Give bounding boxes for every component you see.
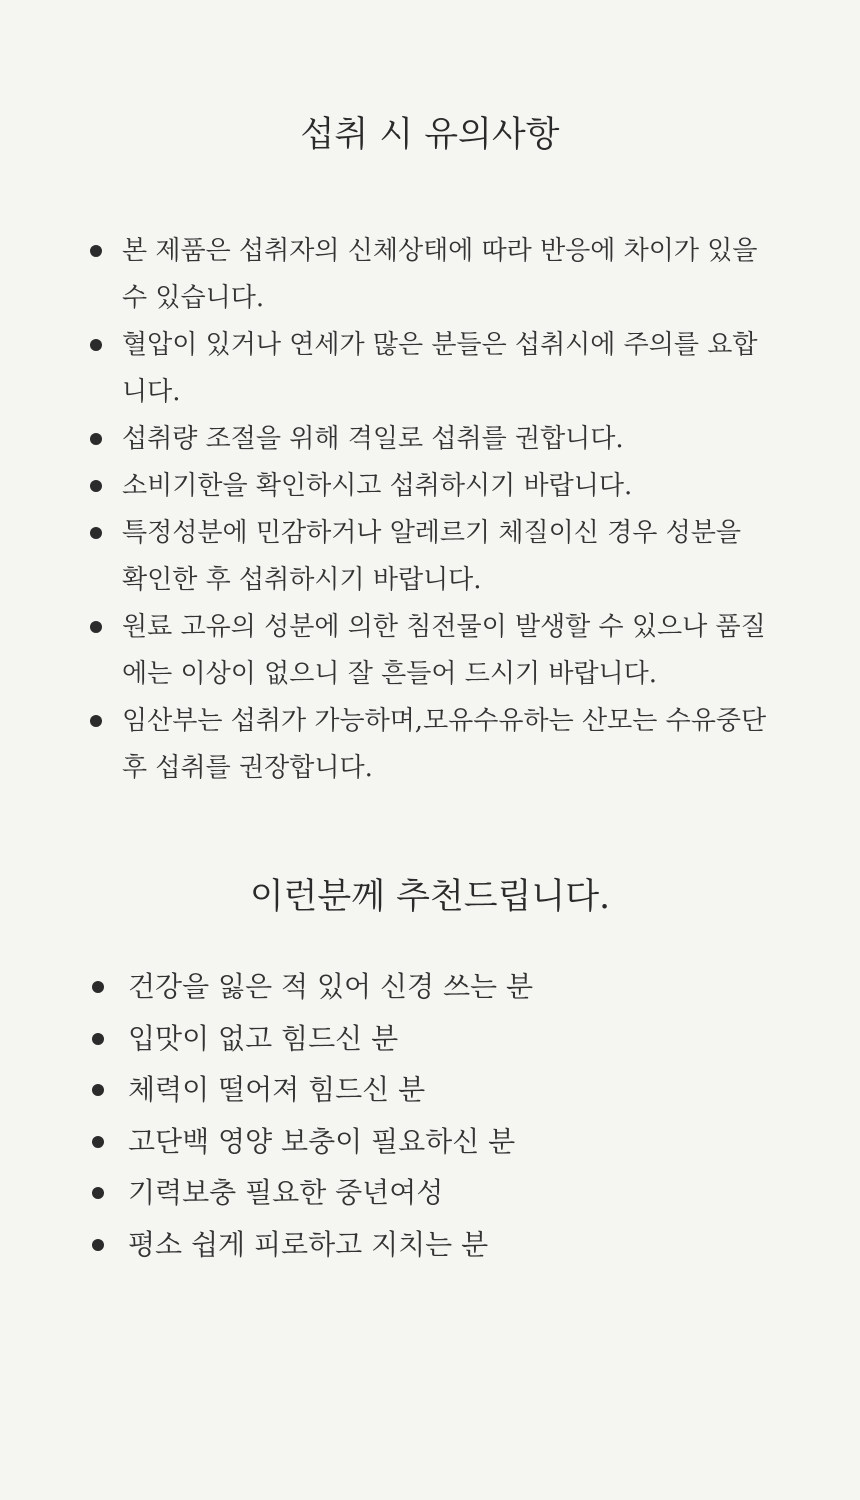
list-item [90, 228, 770, 322]
bullet-icon [90, 527, 102, 539]
list-item-text: 고단백 영양 보충이 필요하신 분 [128, 1124, 516, 1158]
list-item [92, 1219, 772, 1271]
list-item-text: 체력이 떨어져 힘드신 분 [128, 1073, 426, 1106]
list-item [90, 416, 770, 463]
list-item-text: 평소 쉽게 피로하고 지치는 분 [128, 1227, 489, 1261]
list-item-text: 원료 고유의 성분에 의한 침전물이 발생할 수 있으나 품질에는 이상이 없으니 잘 흔들어 드시기 바랍니다. [122, 612, 766, 689]
list-item [92, 1116, 772, 1168]
list-item [90, 322, 770, 416]
recommend-title: 이런분께 추천드립니다. [249, 877, 611, 917]
list-item-text: 입맛이 없고 힘드신 분 [128, 1021, 399, 1055]
list-item-text: 소비기한을 확인하시고 섭취하시기 바랍니다. [122, 471, 633, 501]
recommend-list [92, 961, 772, 1270]
list-item-text: 섭취량 조절을 위해 격일로 섭취를 권합니다. [122, 424, 624, 454]
list-item [92, 1013, 772, 1065]
list-item [90, 510, 770, 604]
list-item [90, 463, 770, 510]
bullet-icon [90, 245, 102, 257]
bullet-icon [92, 981, 104, 993]
list-item [90, 698, 770, 792]
bullet-icon [92, 1033, 104, 1045]
list-item-text: 기력보충 필요한 중년여성 [128, 1176, 444, 1209]
bullet-icon [92, 1239, 104, 1251]
bullet-icon [92, 1136, 104, 1148]
list-item-text: 본 제품은 섭취자의 신체상태에 따라 반응에 차이가 있을 수 있습니다. [122, 236, 758, 313]
list-item-text: 임산부는 섭취가 가능하며,모유수유하는 산모는 수유중단 후 섭취를 권장합니다. [122, 706, 767, 783]
bullet-icon [90, 433, 102, 445]
bullet-icon [92, 1084, 104, 1096]
cautions-list [90, 228, 770, 792]
list-item-text: 건강을 잃은 적 있어 신경 쓰는 분 [128, 970, 534, 1003]
bullet-icon [92, 1187, 104, 1199]
bullet-icon [90, 339, 102, 351]
list-item [92, 961, 772, 1013]
list-item [90, 604, 770, 698]
list-item [92, 1167, 772, 1219]
bullet-icon [90, 621, 102, 633]
list-item [92, 1064, 772, 1116]
bullet-icon [90, 480, 102, 492]
list-item-text: 특정성분에 민감하거나 알레르기 체질이신 경우 성분을 확인한 후 섭취하시기 바랍니다. [122, 518, 741, 595]
cautions-title: 섭취 시 유의사항 [300, 115, 560, 155]
bullet-icon [90, 715, 102, 727]
list-item-text: 혈압이 있거나 연세가 많은 분들은 섭취시에 주의를 요합니다. [122, 330, 758, 407]
